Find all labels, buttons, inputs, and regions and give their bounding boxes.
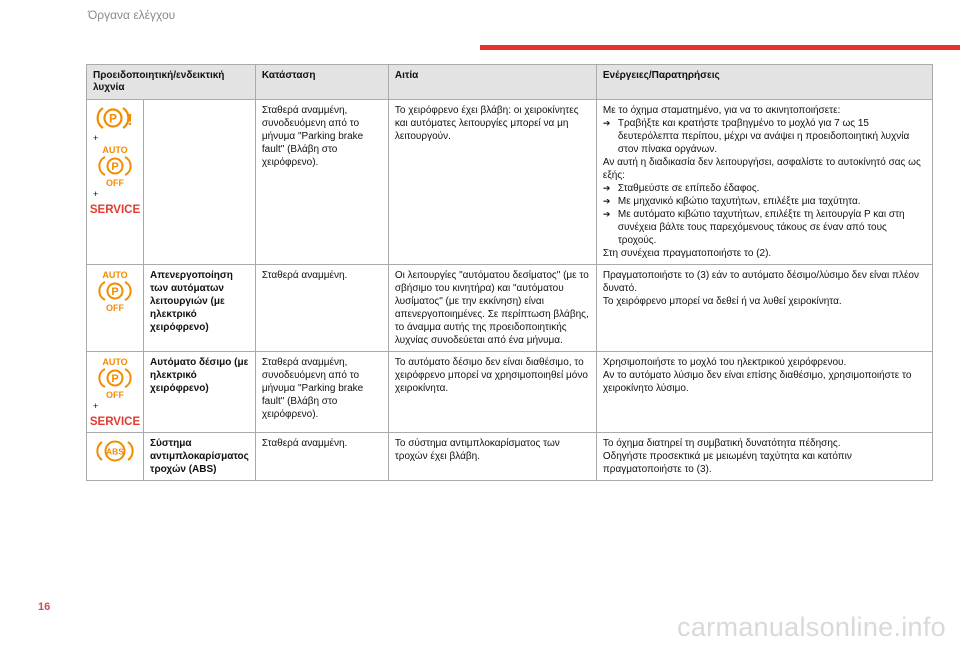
service-icon — [89, 200, 141, 216]
table-row — [87, 100, 933, 265]
auto-p-off-icon — [93, 269, 137, 313]
svg-text:AUTO: AUTO — [102, 357, 128, 367]
action-text: Οδηγήστε προσεκτικά με μειωμένη ταχύτητα και κατόπιν πραγματοποιήστε το (3). — [602, 451, 852, 475]
lamp-cause: Οι λειτουργίες "αυτόματου δεσίματος" (με το σβήσιμο του κινητήρα) και "αυτόματου λυσίματος" (με την εκκίνηση) είναι απενεργοποιημένες. Σε περίπτωση βλάβης, το άναμμα αυτής της προειδοποιητικής λυχνίας συνοδεύεται από ένα μήνυμα. — [388, 265, 596, 352]
action-bullet-text: Σταθμεύστε σε επίπεδο έδαφος. — [617, 183, 760, 194]
page-number: 16 — [38, 601, 51, 613]
lamp-icons-cell — [87, 265, 144, 352]
header-cause: Αιτία — [388, 65, 596, 100]
lamp-cause: Το αυτόματο δέσιμο δεν είναι διαθέσιμο, το χειρόφρενο μπορεί να χρησιμοποιηθεί μόνο χειροκίνητα. — [388, 352, 596, 433]
svg-text:ABS: ABS — [106, 446, 124, 457]
table-row — [87, 265, 933, 352]
bullet-arrow-icon: ➔ — [602, 196, 611, 206]
table-row — [87, 352, 933, 433]
lamp-name: Αυτόματο δέσιμο (με ηλεκτρικό χειρόφρενο) — [144, 352, 256, 433]
lamp-state: Σταθερά αναμμένη. — [255, 265, 388, 352]
lamp-name — [144, 100, 256, 265]
lamp-icons-cell — [87, 352, 144, 433]
plus-sign: + — [93, 189, 99, 199]
action-text: Χρησιμοποιήστε το μοχλό του ηλεκτρικού χειρόφρενου. — [602, 357, 847, 368]
action-bullet-text: Με μηχανικό κιβώτιο ταχυτήτων, επιλέξτε μια ταχύτητα. — [617, 196, 861, 207]
lamp-cause: Το χειρόφρενο έχει βλάβη: οι χειροκίνητες και αυτόματες λειτουργίες μπορεί να μη λειτουργούν. — [388, 100, 596, 265]
watermark: carmanualsonline.info — [677, 612, 946, 642]
lamp-actions — [596, 100, 932, 265]
lamp-name: Σύστημα αντιμπλοκαρίσματος τροχών (ABS) — [144, 433, 256, 481]
header-actions: Ενέργειες/Παρατηρήσεις — [596, 65, 932, 100]
bullet-arrow-icon: ➔ — [602, 118, 611, 128]
warning-lamps-table — [86, 64, 933, 481]
svg-text:AUTO: AUTO — [102, 145, 128, 155]
table-header-row — [87, 65, 933, 100]
action-text: Το όχημα διατηρεί τη συμβατική δυνατότητα πέδησης. — [602, 438, 841, 449]
section-title: Όργανα ελέγχου — [88, 8, 176, 22]
svg-text:OFF: OFF — [106, 178, 124, 188]
action-bullet — [603, 182, 926, 195]
action-bullet — [603, 117, 926, 156]
lamp-actions — [596, 352, 932, 433]
action-text: Πραγματοποιήστε το (3) εάν το αυτόματο δέσιμο/λύσιμο δεν είναι πλέον δυνατό. — [602, 270, 919, 294]
auto-p-off-icon — [93, 356, 137, 400]
svg-text:SERVICE: SERVICE — [89, 416, 141, 428]
auto-p-off-icon — [93, 144, 137, 188]
action-bullet — [603, 208, 926, 247]
action-bullet-text: Τραβήξτε και κρατήστε τραβηγμένο το μοχλό για 7 ως 15 δευτερόλεπτα περίπου, μέχρι να ανάψει η προειδοποιητική λυχνία στον πίνακα οργάνων. — [617, 118, 910, 155]
action-text: Αν το αυτόματο λύσιμο δεν είναι επίσης διαθέσιμο, χρησιμοποιήστε το χειροκίνητο λύσιμο. — [602, 370, 912, 394]
lamp-cause: Το σύστημα αντιμπλοκαρίσματος των τροχών έχει βλάβη. — [388, 433, 596, 481]
svg-text:P: P — [111, 161, 119, 173]
svg-text:AUTO: AUTO — [102, 270, 128, 280]
table-row — [87, 433, 933, 481]
lamp-icons-cell — [87, 433, 144, 481]
bullet-arrow-icon: ➔ — [602, 183, 611, 193]
lamp-state: Σταθερά αναμμένη, συνοδευόμενη από το μήνυμα "Parking brake fault" (Βλάβη στο χειρόφρενο). — [255, 352, 388, 433]
lamp-actions — [596, 265, 932, 352]
action-bullet-text: Με αυτόματο κιβώτιο ταχυτήτων, επιλέξτε τη λειτουργία P και στη συνέχεια βάλτε τους παρεχόμενους τάκους σε έναν από τους τροχούς. — [617, 209, 905, 246]
lamp-state: Σταθερά αναμμένη. — [255, 433, 388, 481]
service-icon — [89, 412, 141, 428]
svg-text:!: ! — [127, 112, 133, 129]
plus-sign: + — [93, 401, 99, 411]
svg-text:P: P — [111, 286, 119, 298]
svg-text:OFF: OFF — [106, 303, 124, 313]
parking-brake-fault-icon — [93, 104, 137, 132]
action-text: Στη συνέχεια πραγματοποιήστε το (2). — [602, 248, 772, 259]
svg-text:SERVICE: SERVICE — [89, 204, 141, 216]
lamp-state: Σταθερά αναμμένη, συνοδευόμενη από το μήνυμα "Parking brake fault" (Βλάβη στο χειρόφρενο). — [255, 100, 388, 265]
abs-icon — [93, 437, 137, 465]
svg-text:P: P — [108, 111, 118, 126]
header-lamp: Προειδοποιητική/ενδεικτική λυχνία — [87, 65, 256, 100]
action-text: Με το όχημα σταματημένο, για να το ακινητοποιήσετε: — [602, 105, 841, 116]
bullet-arrow-icon: ➔ — [602, 209, 611, 219]
action-text: Το χειρόφρενο μπορεί να δεθεί ή να λυθεί χειροκίνητα. — [602, 296, 842, 307]
header-accent-bar — [480, 45, 960, 50]
action-text: Αν αυτή η διαδικασία δεν λειτουργήσει, ασφαλίστε το αυτοκίνητό σας ως εξής: — [602, 157, 921, 181]
lamp-name: Απενεργοποίηση των αυτόματων λειτουργιών (με ηλεκτρικό χειρόφρενο) — [144, 265, 256, 352]
lamp-actions — [596, 433, 932, 481]
plus-sign: + — [93, 133, 99, 143]
header-state: Κατάσταση — [255, 65, 388, 100]
lamp-icons-cell — [87, 100, 144, 265]
svg-text:OFF: OFF — [106, 390, 124, 400]
svg-text:P: P — [111, 373, 119, 385]
action-bullet — [603, 195, 926, 208]
